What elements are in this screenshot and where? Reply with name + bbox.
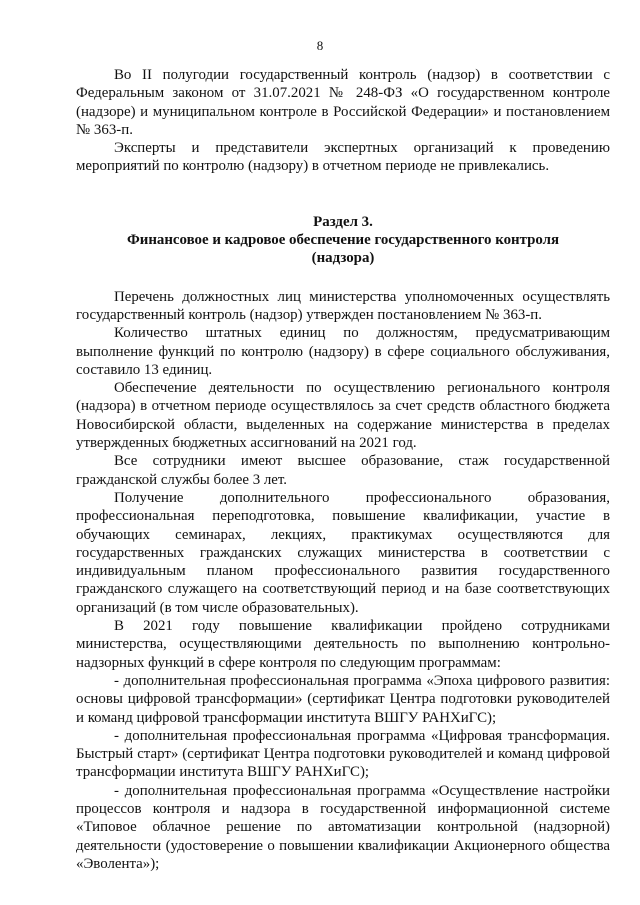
body-paragraph: Количество штатных единиц по должностям, предусматривающим выполнение функций по контролю (надзору) в сфере социального обслуживания, составило 13 единиц. xyxy=(76,325,610,378)
body-paragraph: В 2021 году повышение квалификации пройдено сотрудниками министерства, осуществляющими деятельность по выполнению контрольно-надзорных функций в сфере контроля по следующим программам: xyxy=(76,618,610,671)
program-list-item: - дополнительная профессиональная программа «Эпоха цифрового развития: основы цифровой трансформации» (сертификат Центра подготовки руководителей и команд цифровой трансформации института ВШГУ РАНХиГС); xyxy=(76,672,610,726)
section-label: Раздел 3. xyxy=(313,213,373,230)
program-list-item: - дополнительная профессиональная программа «Цифровая трансформация. Быстрый старт» (сертификат Центра подготовки руководителей и команд цифровой трансформации института ВШГУ РАНХиГС); xyxy=(76,727,610,781)
document-body xyxy=(76,66,610,873)
page-number: 8 xyxy=(316,38,324,53)
intro-paragraph: Во II полугодии государственный контроль (надзор) в соответствии с Федеральным законом от 31.07.2021 № 248-ФЗ «О государственном контроле (надзоре) и муниципальном контроле в Российской Федерации» и постановлением № 363-п. xyxy=(76,67,610,138)
body-paragraph: Получение дополнительного профессионального образования, профессиональная переподготовка, повышение квалификации, участие в обучающих семинарах, лекциях, практикумах осуществляются для государственных гражданских служащих министерства в соответствии с индивидуальным планом профессионального развития государственного гражданского служащего на соответствующий период и на базе соответствующих организаций (в том числе образовательных). xyxy=(76,489,610,616)
section-heading xyxy=(76,213,610,268)
section-title-line-1: Финансовое и кадровое обеспечение государственного контроля xyxy=(126,232,560,249)
section-title-line-2: (надзора) xyxy=(311,250,375,267)
intro-paragraph: Эксперты и представители экспертных организаций к проведению мероприятий по контролю (надзору) в отчетном периоде не привлекались. xyxy=(76,140,610,175)
body-paragraph: Все сотрудники имеют высшее образование, стаж государственной гражданской службы более 3 лет. xyxy=(76,453,610,488)
body-paragraph: Перечень должностных лиц министерства уполномоченных осуществлять государственный контроль (надзор) утвержден постановлением № 363-п. xyxy=(76,288,610,323)
body-paragraph: Обеспечение деятельности по осуществлению регионального контроля (надзора) в отчетном периоде осуществлялось за счет средств областного бюджета Новосибирской области, выделенных на содержание министерства в пределах утвержденных бюджетных ассигнований на 2021 год. xyxy=(76,380,610,452)
program-list-item: - дополнительная профессиональная программа «Осуществление настройки процессов контроля и надзора в государственной информационной системе «Типовое облачное решение по автоматизации контрольной (надзорной) деятельности (удостоверение о повышении квалификации Акционерного общества «Эволента»); xyxy=(76,782,610,872)
